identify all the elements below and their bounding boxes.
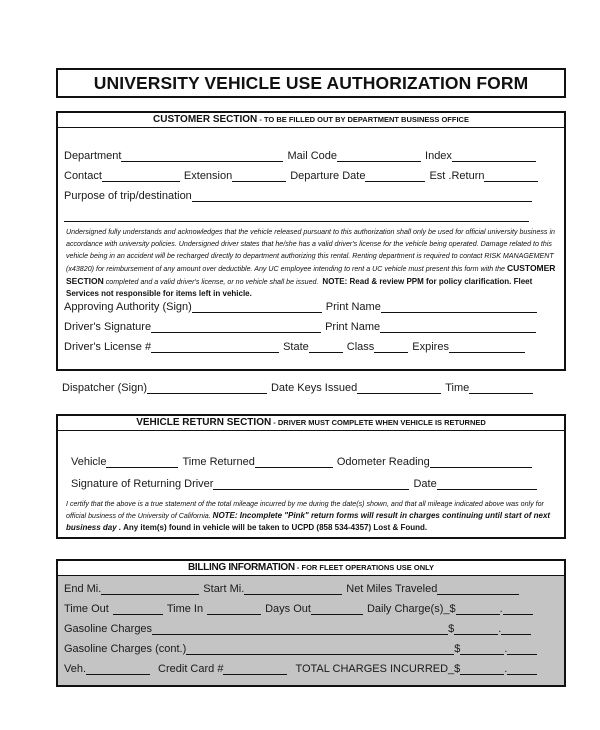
end-mi-label: End Mi. — [64, 583, 102, 595]
est-return-label: Est .Return — [429, 170, 485, 182]
credit-card-label: Credit Card # — [158, 663, 224, 675]
approving-authority-field[interactable] — [192, 302, 322, 313]
signature-returning-driver-field[interactable] — [213, 479, 409, 490]
time-in-field[interactable] — [207, 604, 261, 615]
billing-row-2: Time Out Time In Days Out Daily Charge(s)_$ . — [64, 601, 558, 615]
dispatcher-sign-label: Dispatcher (Sign) — [62, 382, 147, 394]
vehicle-label: Vehicle — [71, 456, 107, 468]
purpose-label: Purpose of trip/destination — [64, 190, 192, 202]
billing-section — [56, 559, 566, 687]
gasoline-charges-field[interactable] — [152, 624, 448, 635]
return-section — [56, 414, 566, 539]
net-miles-field[interactable] — [437, 584, 519, 595]
gasoline-charges-cents-field[interactable] — [501, 624, 531, 635]
gasoline-charges-cont-cents-field[interactable] — [507, 644, 537, 655]
customer-row-6 — [64, 319, 558, 333]
daily-charges-cents-field[interactable] — [503, 604, 533, 615]
customer-row-1 — [64, 148, 558, 162]
state-field[interactable] — [309, 342, 343, 353]
dispatcher-row — [62, 380, 537, 394]
time-returned-field[interactable] — [255, 457, 333, 468]
customer-row-2 — [64, 168, 558, 182]
class-label: Class — [346, 341, 375, 353]
credit-card-field[interactable] — [223, 664, 287, 675]
contact-label: Contact — [64, 170, 102, 182]
return-date-label: Date — [413, 478, 437, 490]
state-label: State — [283, 341, 309, 353]
gasoline-charges-cont-dollars-field[interactable] — [460, 644, 504, 655]
purpose-field-continued[interactable] — [64, 211, 529, 222]
time-out-label: Time Out — [64, 603, 109, 615]
signature-returning-driver-label: Signature of Returning Driver — [71, 478, 214, 490]
print-name-label-2: Print Name — [325, 321, 381, 333]
start-mi-field[interactable] — [244, 584, 342, 595]
odometer-reading-field[interactable] — [430, 457, 532, 468]
billing-row-3: Gasoline Charges $ . — [64, 621, 558, 635]
departure-date-label: Departure Date — [290, 170, 366, 182]
department-field[interactable] — [121, 151, 283, 162]
print-name-label-1: Print Name — [325, 301, 381, 313]
customer-section-emphasis: CUSTOMER SECTION — [66, 263, 556, 286]
page-title: UNIVERSITY VEHICLE USE AUTHORIZATION FORM — [93, 72, 529, 93]
billing-section-header: BILLING INFORMATION - FOR FLEET OPERATIONS USE ONLY — [58, 561, 564, 576]
return-section-header: VEHICLE RETURN SECTION - DRIVER MUST COMPLETE WHEN VEHICLE IS RETURNED — [58, 416, 564, 431]
total-charges-label: TOTAL CHARGES INCURRED_$ — [295, 663, 461, 675]
departure-date-field[interactable] — [365, 171, 425, 182]
extension-field[interactable] — [232, 171, 286, 182]
return-row-2 — [71, 476, 558, 490]
billing-row-5: Veh. Credit Card # TOTAL CHARGES INCURRED_$ . — [64, 661, 558, 675]
index-label: Index — [425, 150, 452, 162]
customer-row-3 — [64, 188, 558, 202]
net-miles-label: Net Miles Traveled — [346, 583, 438, 595]
class-field[interactable] — [374, 342, 408, 353]
lost-found-note: Any item(s) found in vehicle will be taken to UCPD (858 534-4357) Lost & Found. — [121, 523, 428, 532]
mail-code-field[interactable] — [337, 151, 421, 162]
billing-row-4: Gasoline Charges (cont.) $ . — [64, 641, 558, 655]
days-out-label: Days Out — [265, 603, 311, 615]
pink-forms-note: NOTE: Incomplete "Pink" return forms will result in charges continuing until start of next business day . — [66, 511, 551, 532]
odometer-reading-label: Odometer Reading — [336, 456, 430, 468]
drivers-signature-label: Driver's Signature — [64, 321, 152, 333]
veh-label: Veh. — [64, 663, 87, 675]
expires-label: Expires — [412, 341, 449, 353]
index-field[interactable] — [452, 151, 536, 162]
approving-authority-label: Approving Authority (Sign) — [64, 301, 192, 313]
contact-field[interactable] — [102, 171, 180, 182]
end-mi-field[interactable] — [101, 584, 199, 595]
days-out-field[interactable] — [311, 604, 363, 615]
print-name-field-1[interactable] — [381, 302, 537, 313]
customer-row-7 — [64, 339, 558, 353]
return-row-1 — [71, 454, 558, 468]
billing-row-1 — [64, 581, 558, 595]
gasoline-charges-cont-label: Gasoline Charges (cont.) — [64, 643, 187, 655]
total-charges-dollars-field[interactable] — [460, 664, 504, 675]
gasoline-charges-label: Gasoline Charges — [64, 623, 153, 635]
start-mi-label: Start Mi. — [203, 583, 245, 595]
extension-label: Extension — [183, 170, 233, 182]
total-charges-cents-field[interactable] — [507, 664, 537, 675]
gasoline-charges-cont-field[interactable] — [186, 644, 454, 655]
drivers-signature-field[interactable] — [151, 322, 321, 333]
drivers-license-field[interactable] — [151, 342, 279, 353]
time-returned-label: Time Returned — [182, 456, 255, 468]
daily-charges-dollars-field[interactable] — [456, 604, 500, 615]
department-label: Department — [64, 150, 122, 162]
gasoline-charges-dollars-field[interactable] — [454, 624, 498, 635]
time-label: Time — [445, 382, 470, 394]
est-return-field[interactable] — [484, 171, 538, 182]
vehicle-field[interactable] — [106, 457, 178, 468]
time-out-field[interactable] — [113, 604, 163, 615]
customer-disclaimer: Undersigned fully understands and acknowledges that the vehicle released pursuant to this authorization shall only be used for official university business in accordance with university policies. Undersigned driver states that he/she has a valid driver's license for the vehicle being operated. Damage related to this vehicle being in an accident will be recharged directly to department authorizing this rental. Renting department is required to contact RISK MANAGEMENT (x43820) for reimbursement of any amount over deductible. Any UC employee intending to rent a UC vehicle must present this form with the CUSTOMER SECTION completed and a valid driver's license, or no vehicle shall be issued. NOTE: Read & review PPM for policy clarification. Fleet Services not responsible for items left in vehicle. — [66, 228, 556, 298]
customer-row-5 — [64, 299, 558, 313]
customer-section-header: CUSTOMER SECTION - TO BE FILLED OUT BY DEPARTMENT BUSINESS OFFICE — [58, 113, 564, 128]
customer-section — [56, 111, 566, 371]
date-keys-issued-label: Date Keys Issued — [270, 382, 358, 394]
return-certification: I certify that the above is a true statement of the total mileage incurred by me during the date(s) shown, and that all mileage indicated above was only for official business of the University of California. NOTE: Incomplete "Pink" return forms will result in charges continuing until start of next business day . Any item(s) found in vehicle will be taken to UCPD (858 534-4357) Lost & Found. — [66, 500, 551, 532]
date-keys-issued-field[interactable] — [357, 383, 441, 394]
dispatcher-sign-field[interactable] — [147, 383, 267, 394]
time-in-label: Time In — [166, 603, 204, 615]
mail-code-label: Mail Code — [287, 150, 338, 162]
policy-note: NOTE: Read & review PPM for policy clarification. Fleet Services not responsible for items left in vehicle. — [66, 277, 533, 298]
return-date-field[interactable] — [437, 479, 537, 490]
print-name-field-2[interactable] — [380, 322, 536, 333]
veh-field[interactable] — [86, 664, 150, 675]
customer-row-4 — [64, 208, 558, 222]
purpose-field[interactable] — [192, 191, 532, 202]
time-field[interactable] — [469, 383, 533, 394]
title-box — [56, 68, 566, 98]
daily-charges-label: Daily Charge(s)_$ — [366, 603, 456, 615]
drivers-license-label: Driver's License # — [64, 341, 152, 353]
expires-field[interactable] — [449, 342, 525, 353]
